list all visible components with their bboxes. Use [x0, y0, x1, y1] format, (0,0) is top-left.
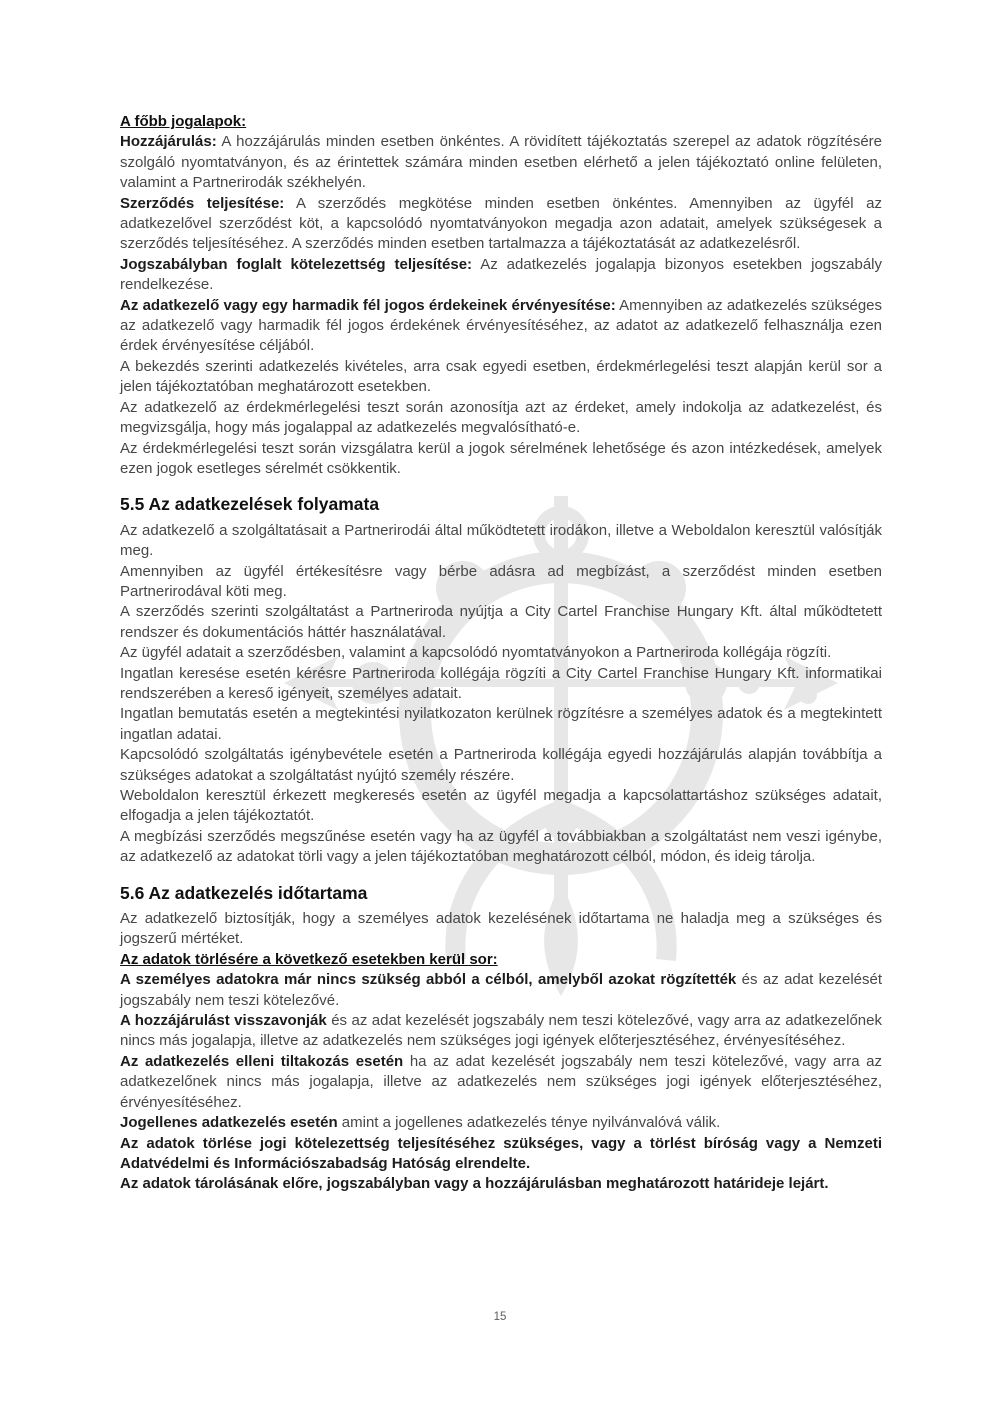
paragraph-text: A szerződés szerinti szolgáltatást a Partneriroda nyújtja a City Cartel Franchise Hungary Kft. által működtetett rendszer és dokumentációs háttér használatával.: [120, 603, 882, 641]
paragraph-text: Az adatkezelő az érdekmérlegelési teszt során azonosítja azt az érdeket, amely indokolja az adatkezelést, és megvizsgálja, hogy más jogalappal az adatkezelés megvalósítható-e.: [120, 398, 882, 437]
section-5-6-heading: 5.6 Az adatkezelés időtartama: [120, 882, 368, 903]
paragraph-lead: Jogszabályban foglalt kötelezettség teljesítése:: [120, 255, 473, 273]
deletion-case: [120, 1011, 882, 1052]
paragraph-text: Amennyiben az adatkezelés szükséges az adatkezelő vagy harmadik fél jogos érdekének érvényesítéséhez, az adatot az adatkezelő felhasználja ezen érdek érvényesítése céljából.: [120, 296, 882, 355]
paragraph-lead: Az adatkezelés elleni tiltakozás esetén: [120, 1052, 404, 1070]
deletion-case: [120, 1113, 882, 1133]
paragraph-text: A bekezdés szerinti adatkezelés kivételes, arra csak egyedi esetben, érdekmérlegelési teszt alapján kerül sor a jelen tájékoztatóban meghatározott esetekben.: [120, 357, 882, 396]
page-number: 15: [493, 1311, 507, 1323]
paragraph-text: A hozzájárulás minden esetben önkéntes. A rövidített tájékoztatás szerepel az adatok rögzítésére szolgáló nyomtatványon, és az érintettek számára minden esetben elérhető a jelen tájékoztató online felületen, valamint a Partnerirodák székhelyén.: [120, 133, 882, 192]
paragraph: [120, 439, 882, 480]
paragraph-consent: [120, 132, 882, 193]
paragraph-text: amint a jogellenes adatkezelés ténye nyilvánvalóvá válik.: [337, 1114, 721, 1132]
paragraph-text: A szerződés megkötése minden esetben önkéntes. Amennyiben az ügyfél az adatkezelővel szerződést köt, a kapcsolódó nyomtatványokon megadja azon adatait, amelyek szükségesek a szerződés teljesítéséhez. A szerződés minden esetben tartalmazza a tájékoztatását az adatkezelésről.: [120, 194, 883, 253]
paragraph: [120, 521, 882, 562]
paragraph-lead: Az adatok tárolásának előre, jogszabályban vagy a hozzájárulásban meghatározott határideje lejárt.: [120, 1175, 829, 1193]
section-5-6: [120, 883, 882, 1195]
paragraph: [120, 704, 882, 745]
paragraph-lead: Az adatok törlése jogi kötelezettség teljesítéséhez szükséges, vagy a törlést bíróság vagy a Nemzeti Adatvédelmi és Információszabadság Hatóság elrendelte.: [120, 1134, 882, 1172]
paragraph-lead: Jogellenes adatkezelés esetén: [120, 1114, 338, 1132]
paragraph-text: Kapcsolódó szolgáltatás igénybevétele esetén a Partneriroda kollégája egyedi hozzájárulás alapján továbbítja a szükséges adatokat a szolgáltatást nyújtó személy részére.: [120, 746, 882, 784]
document-content: [120, 112, 882, 1195]
paragraph: [120, 745, 882, 786]
paragraph-text: Ingatlan bemutatás esetén a megtekintési nyilatkozaton kerülnek rögzítésre a személyes adatok és a megtekintett ingatlan adatai.: [120, 705, 882, 743]
paragraph-text: és az adat kezelését jogszabály nem teszi kötelezővé, vagy arra az adatkezelőnek nincs más jogalapja, illetve az adatkezelés nem szükséges jogi igények előterjesztéséhez, érvényesítéséhez.: [120, 1012, 882, 1050]
paragraph: [120, 643, 882, 663]
paragraph: [120, 664, 882, 705]
paragraph: [120, 357, 882, 398]
paragraph-lead: A hozzájárulást visszavonják: [120, 1012, 327, 1030]
legal-bases-heading: [120, 112, 882, 132]
paragraph-text: Az adatkezelő biztosítják, hogy a személyes adatok kezelésének időtartama ne haladja meg a szükséges és jogszerű mértéket.: [120, 910, 882, 948]
paragraph-legitimate-interest: [120, 296, 882, 357]
legal-bases-heading-text: A főbb jogalapok:: [120, 113, 247, 130]
paragraph-text: és az adat kezelését jogszabály nem teszi kötelezővé.: [120, 971, 883, 1009]
deletion-cases-heading-text: Az adatok törlésére a következő esetekben kerül sor:: [120, 950, 498, 968]
paragraph: [120, 602, 882, 643]
paragraph: [120, 398, 882, 439]
paragraph: [120, 786, 882, 827]
paragraph-text: Ingatlan keresése esetén kérésre Partneriroda kollégája rögzíti a City Cartel Franchise Hungary Kft. informatikai rendszerében a kereső igényeit, személyes adatait.: [120, 664, 882, 702]
paragraph-text: A megbízási szerződés megszűnése esetén vagy ha az ügyfél a továbbiakban a szolgáltatást nem veszi igénybe, az adatkezelő az adatokat törli vagy a jelen tájékoztatóban meghatározott célból, módon, és ideig tárolja.: [120, 827, 882, 866]
deletion-case: [120, 1052, 882, 1113]
paragraph: [120, 909, 882, 950]
section-legal-bases: [120, 112, 882, 479]
paragraph-legal-obligation: [120, 255, 882, 296]
deletion-cases-heading: [120, 950, 882, 970]
deletion-case: [120, 1134, 882, 1175]
paragraph-text: Weboldalon keresztül érkezett megkeresés esetén az ügyfél megadja a kapcsolattartáshoz szükséges adatait, elfogadja a jelen tájékoztatót.: [120, 787, 882, 825]
deletion-case: [120, 970, 882, 1011]
paragraph-contract: [120, 194, 882, 255]
paragraph-text: Az adatkezelés jogalapja bizonyos esetekben jogszabály rendelkezése.: [120, 255, 882, 294]
section-5-5: [120, 494, 882, 867]
paragraph-lead: Az adatkezelő vagy egy harmadik fél jogos érdekeinek érvényesítése:: [120, 296, 616, 314]
paragraph-text: Amennyiben az ügyfél értékesítésre vagy bérbe adásra ad megbízást, a szerződést minden esetben Partnerirodával köti meg.: [120, 562, 882, 600]
deletion-case: [120, 1174, 882, 1194]
section-5-5-heading: 5.5 Az adatkezelések folyamata: [120, 494, 380, 515]
paragraph-text: Az ügyfél adatait a szerződésben, valamint a kapcsolódó nyomtatványokon a Partneriroda kollégája rögzíti.: [120, 644, 832, 662]
paragraph: [120, 562, 882, 603]
paragraph: [120, 827, 882, 868]
paragraph-text: Az adatkezelő a szolgáltatásait a Partnerirodái által működtetett irodákon, illetve a Weboldalon keresztül valósítják meg.: [120, 521, 882, 560]
paragraph-text: ha az adat kezelését jogszabály nem teszi kötelezővé, vagy arra az adatkezelőnek nincs más jogalapja, illetve az adatkezelés nem szükséges jogi igények előterjesztéséhez, érvényesítéséhez.: [120, 1052, 882, 1111]
paragraph-lead: A személyes adatokra már nincs szükség abból a célból, amelyből azokat rögzítették: [120, 971, 737, 989]
paragraph-lead: Hozzájárulás:: [120, 133, 217, 151]
paragraph-lead: Szerződés teljesítése:: [120, 194, 285, 212]
paragraph-text: Az érdekmérlegelési teszt során vizsgálatra kerül a jogok sérelmének lehetősége és azon intézkedések, amelyek ezen jogok esetleges sérelmét csökkentik.: [120, 439, 882, 477]
